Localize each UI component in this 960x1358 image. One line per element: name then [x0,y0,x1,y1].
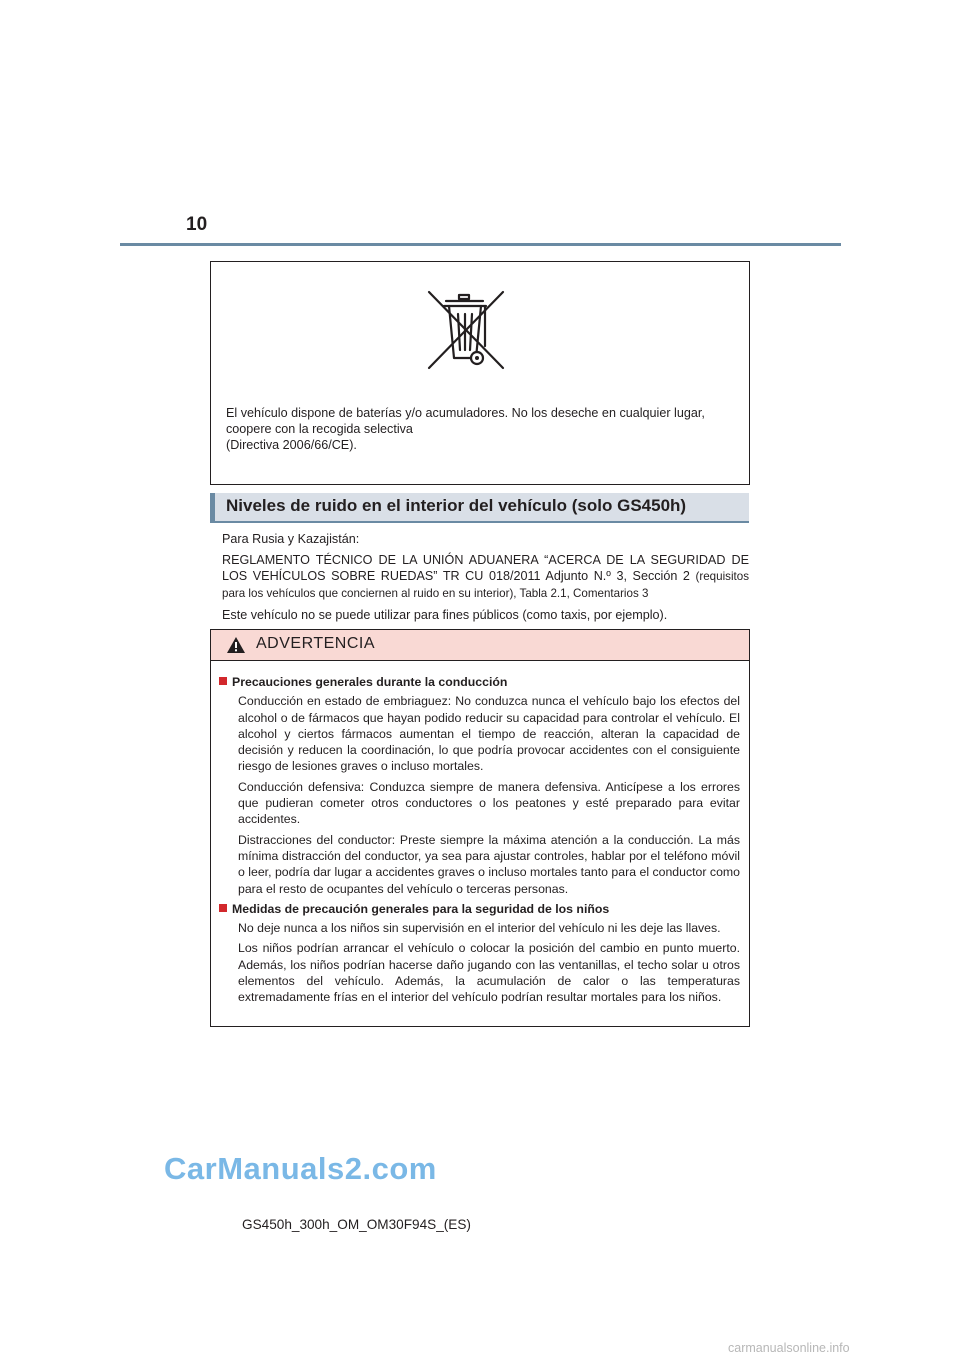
recycling-notice-line: El vehículo dispone de baterías y/o acumuladores. No los deseche en cualquier lugar, [226,406,705,420]
warning-body [219,674,740,1010]
warning-header [211,630,749,661]
recycling-notice-line: (Directiva 2006/66/CE). [226,438,357,452]
warning-item-title: Precauciones generales durante la conducción [232,675,508,689]
page-number: 10 [186,214,208,235]
document-code: GS450h_300h_OM_OM30F94S_(ES) [242,1217,471,1232]
section-heading [210,493,749,521]
warning-box [210,629,750,1027]
warning-paragraph: Conducción en estado de embriaguez: No conduzca nunca el vehículo bajo los efectos del alcohol o de fármacos que hayan podido reducir su capacidad para controlar el vehículo. El alcohol y ciertos fármacos aumentan el tiempo de reacción, alteran la capacidad de decisión y reducen la coordinación, lo que podría provocar accidentes con el consiguiente riesgo de lesiones graves o incluso mortales. [238,694,740,774]
regulation-title: REGLAMENTO TÉCNICO DE LA UNIÓN ADUANERA “ACERCA DE LA SEGURIDAD DE LOS VEHÍCULOS SOBRE RUEDAS” TR CU 018/2011 Adjunto N.º 3, Sección 2 [222,553,749,583]
watermark-site: carmanualsonline.info [728,1341,850,1355]
section-body [222,531,749,628]
warning-paragraph: Conducción defensiva: Conduzca siempre de manera defensiva. Anticípese a los errores que pudieran cometer otros conductores o los peatones y esté preparado para evitar accidentes. [238,779,740,827]
section-heading-text: Niveles de ruido en el interior del vehículo (solo GS450h) [226,496,687,515]
warning-title: ADVERTENCIA [256,635,376,652]
warning-item-heading [219,674,740,690]
section-heading-underline [210,521,749,523]
bullet-square-icon [219,904,227,912]
warning-item-title: Medidas de precaución generales para la seguridad de los niños [232,901,610,916]
warning-item-heading [219,901,740,917]
warning-paragraph: Distracciones del conductor: Preste siempre la máxima atención a la conducción. La más mínima distracción del conductor, ya sea para ajustar controles, hablar por el teléfono móvil o leer, podría dar lugar a accidentes graves o incluso mortales tanto para el conductor como para el resto de ocupantes del vehículo o terceras personas. [238,832,740,896]
warning-triangle-icon [226,636,246,654]
bullet-square-icon [219,677,227,685]
watermark-logo: CarManuals2.com [164,1151,437,1186]
warning-paragraph: Los niños podrían arrancar el vehículo o colocar la posición del cambio en punto muerto. Además, los niños podrían hacerse daño jugando con las ventanillas, el techo solar u otros elementos del vehículo. Además, la acumulación de calor o las temperaturas extremadamente frías en el interior del vehículo podrían resultar mortales para los niños. [238,941,740,1005]
crossed-out-bin-icon [425,288,507,370]
header-rule [120,243,841,246]
usage-text: Este vehículo no se puede utilizar para fines públicos (como taxis, por ejemplo). [222,608,668,622]
warning-paragraph: No deje nunca a los niños sin supervisión en el interior del vehículo ni les deje las llaves. [238,921,721,936]
region-text: Para Rusia y Kazajistán: [222,532,360,546]
recycling-notice-text [226,405,732,453]
regulation-text [222,552,749,602]
regulation-note: (requisitos para los vehículos que conciernen al ruido en su interior), Tabla 2.1, Comentarios 3 [222,570,749,600]
recycling-notice-line: coopere con la recogida selectiva [226,422,413,436]
section-heading-bar [210,493,215,521]
